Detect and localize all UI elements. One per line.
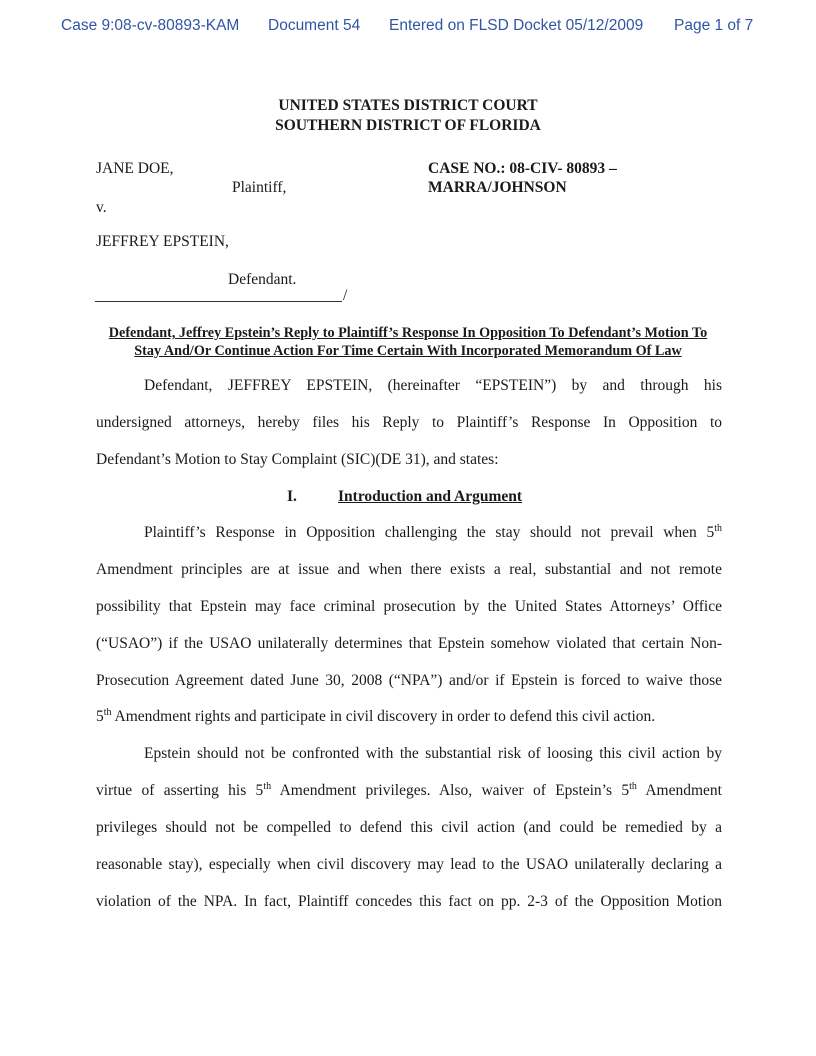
court-name-line2: SOUTHERN DISTRICT OF FLORIDA (275, 117, 541, 134)
docket-case-number: Case 9:08-cv-80893-KAM (61, 17, 240, 34)
para2-line-3: privileges should not be compelled to defend this civil action (and could be remedied by a (96, 819, 722, 836)
docket-page-number: Page 1 of 7 (674, 17, 754, 34)
versus: v. (96, 199, 107, 216)
intro-line-3: Defendant’s Motion to Stay Complaint (SIC)(DE 31), and states: (96, 451, 499, 468)
intro-line-1: Defendant, JEFFREY EPSTEIN, (hereinafter “EPSTEIN”) by and through his (144, 377, 722, 394)
section-title: Introduction and Argument (338, 488, 523, 505)
section-number: I. (287, 488, 297, 505)
caption-slash: / (343, 287, 348, 304)
case-number-line1: CASE NO.: 08-CIV- 80893 – (428, 160, 617, 177)
plaintiff-name: JANE DOE, (96, 160, 174, 177)
para2-line-4: reasonable stay), especially when civil discovery may lead to the USAO unilaterally declaring a (96, 856, 722, 873)
case-number-line2: MARRA/JOHNSON (428, 179, 567, 196)
para1-line-1: Plaintiff’s Response in Opposition challenging the stay should not prevail when 5th (144, 522, 722, 541)
signature-rule (95, 301, 342, 302)
docket-entry-date: Entered on FLSD Docket 05/12/2009 (389, 17, 644, 34)
para1-line-3: possibility that Epstein may face criminal prosecution by the United States Attorneys’ Office (96, 598, 722, 615)
para1-line-6: 5th Amendment rights and participate in civil discovery in order to defend this civil action. (96, 706, 656, 725)
court-name-line1: UNITED STATES DISTRICT COURT (278, 97, 538, 114)
motion-title-line2: Stay And/Or Continue Action For Time Certain With Incorporated Memorandum Of Law (134, 343, 682, 359)
defendant-role: Defendant. (228, 271, 297, 288)
para2-line-5: violation of the NPA. In fact, Plaintiff concedes this fact on pp. 2-3 of the Opposition Motion (96, 893, 722, 910)
para1-line-5: Prosecution Agreement dated June 30, 2008 (“NPA”) and/or if Epstein is forced to waive those (96, 672, 722, 689)
para1-line-2: Amendment principles are at issue and when there exists a real, substantial and not remote (96, 561, 722, 578)
defendant-name: JEFFREY EPSTEIN, (96, 233, 229, 250)
motion-title-line1: Defendant, Jeffrey Epstein’s Reply to Plaintiff’s Response In Opposition To Defendant’s Motion To (108, 325, 708, 341)
para2-line-1: Epstein should not be confronted with the substantial risk of loosing this civil action by (144, 745, 722, 762)
para1-line-4: (“USAO”) if the USAO unilaterally determines that Epstein somehow violated that certain Non- (96, 635, 722, 652)
plaintiff-role: Plaintiff, (232, 179, 287, 196)
docket-document-number: Document 54 (268, 17, 361, 34)
para2-line-2: virtue of asserting his 5th Amendment privileges. Also, waiver of Epstein’s 5th Amendment (96, 780, 722, 799)
intro-line-2: undersigned attorneys, hereby files his Reply to Plaintiff’s Response In Opposition to (96, 414, 722, 431)
